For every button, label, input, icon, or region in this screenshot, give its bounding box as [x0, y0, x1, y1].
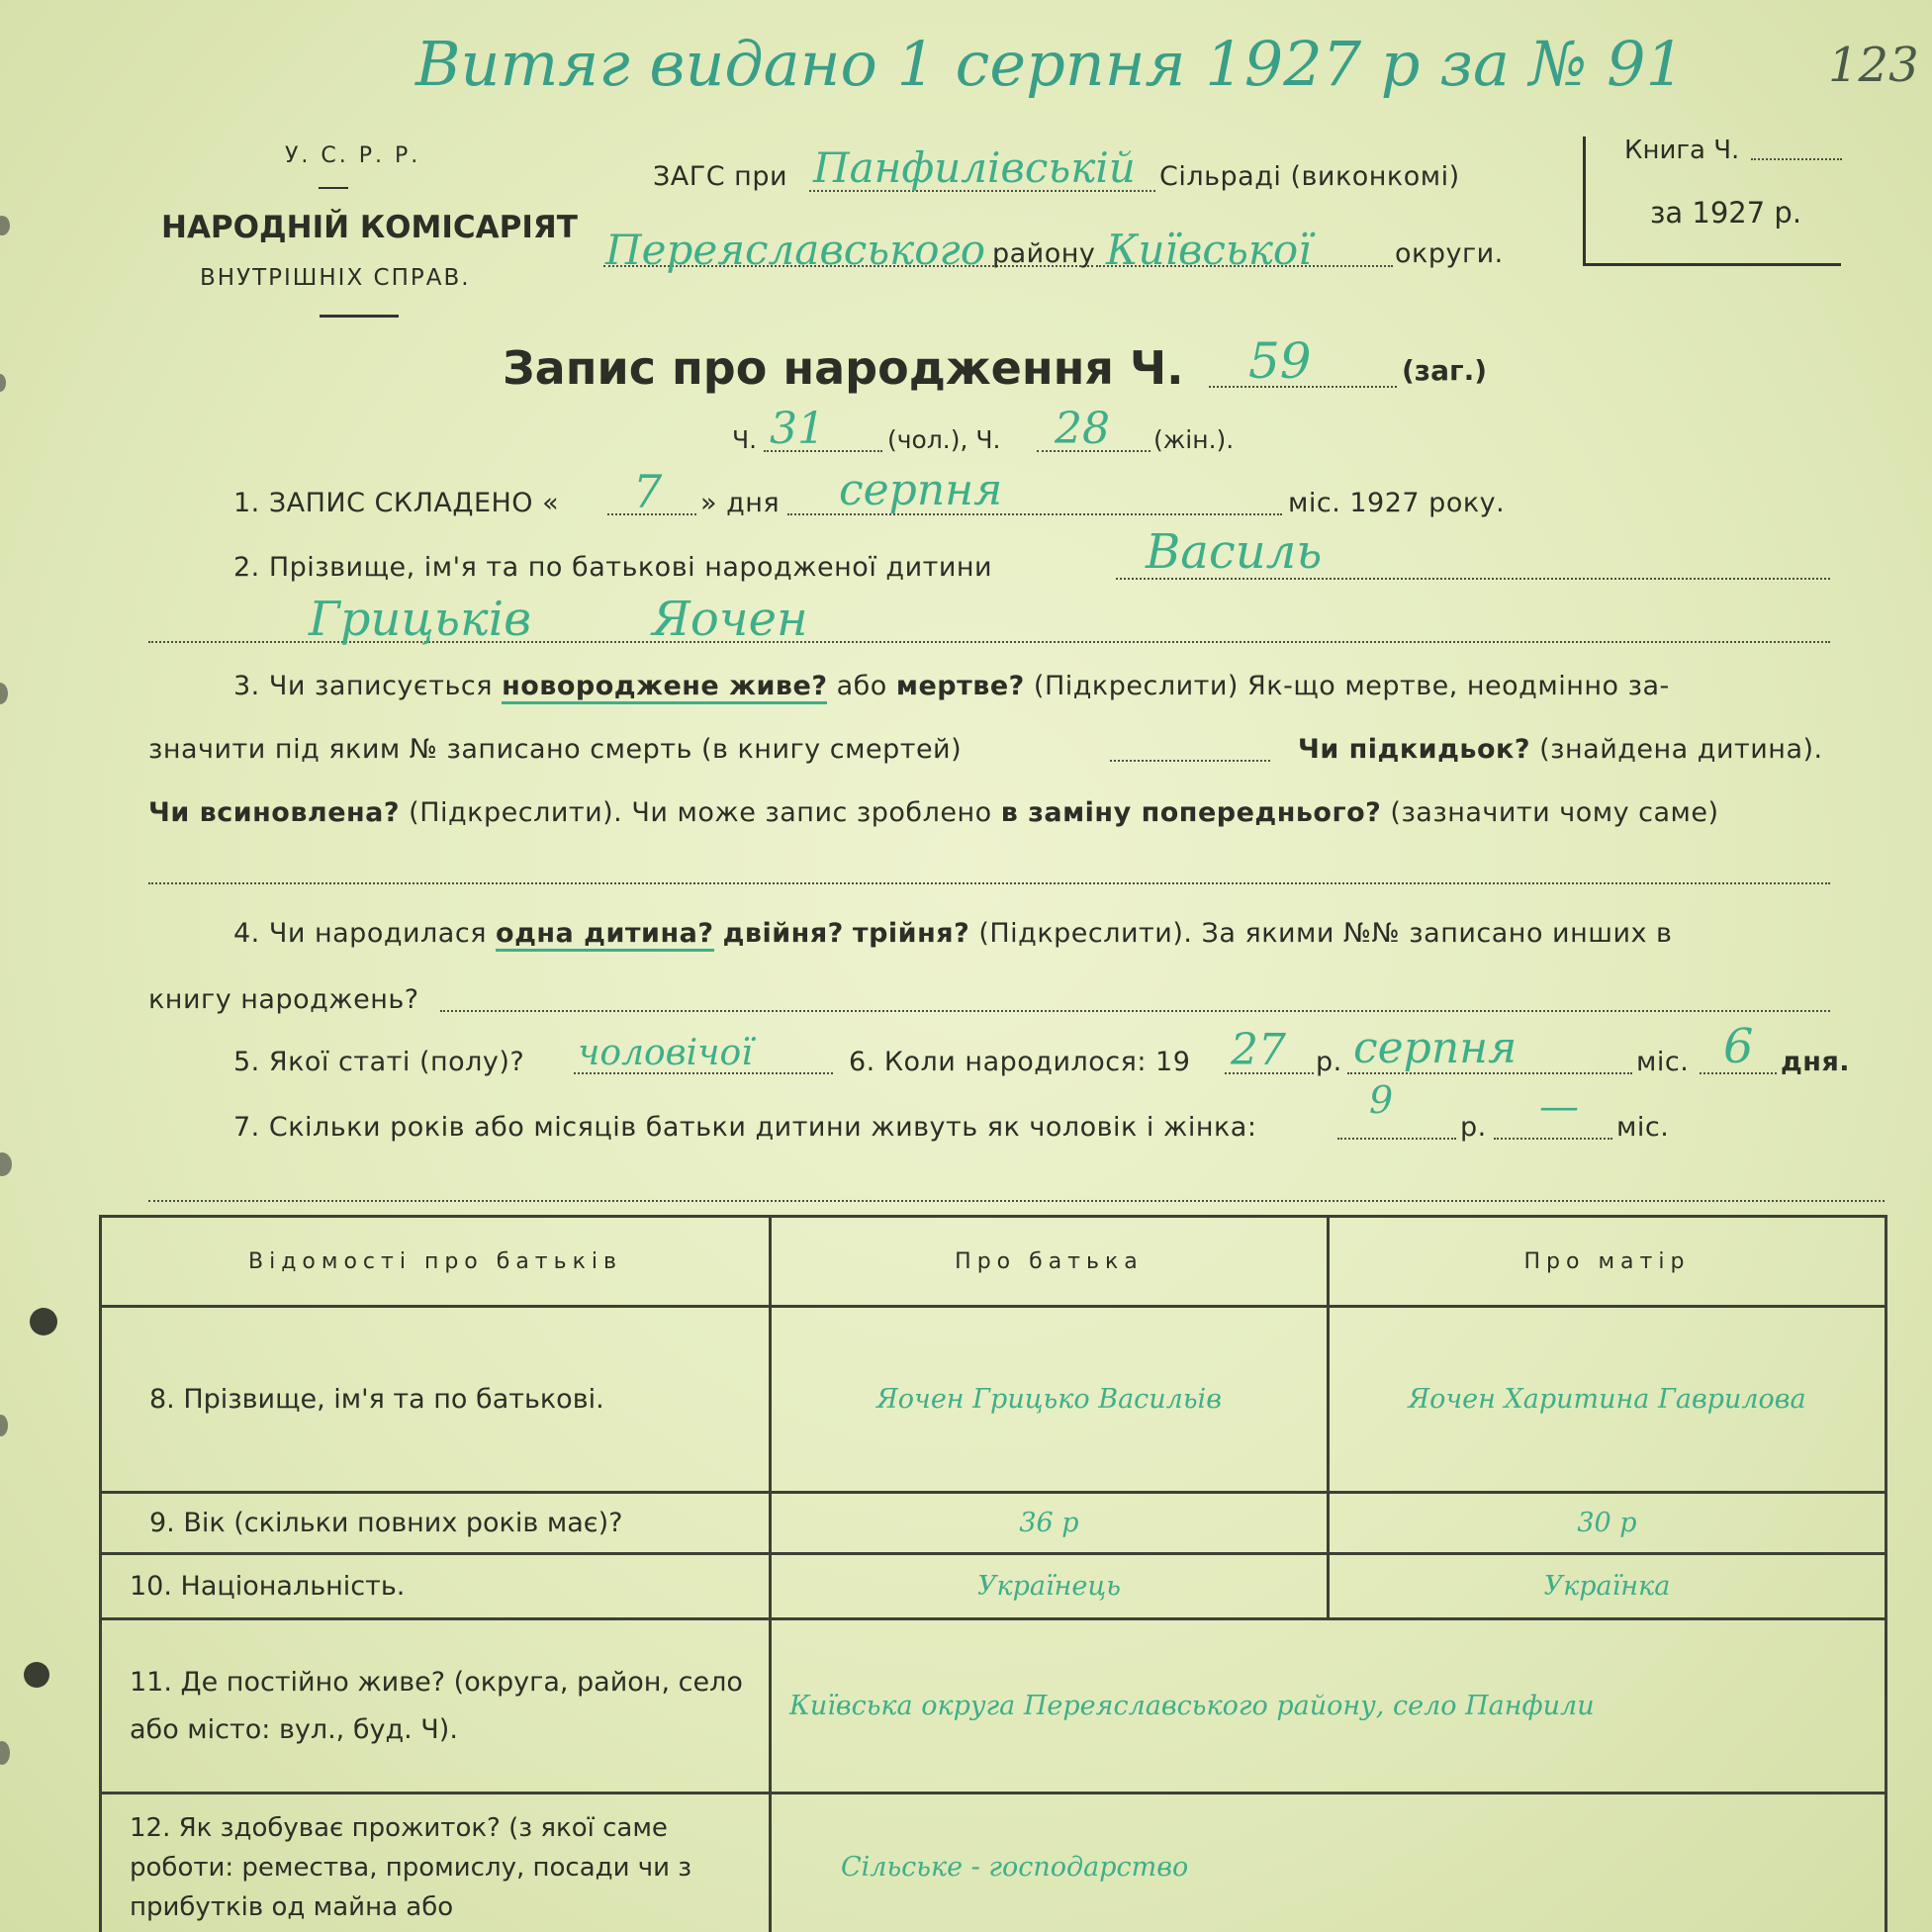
item7-label: 7. Скільки років або місяців батьки дитини живуть як чоловік і жінка: [233, 1112, 1257, 1143]
item6-dnya: дня. [1781, 1047, 1851, 1077]
item7-mis: міс. [1616, 1112, 1670, 1143]
district-label: району [992, 238, 1096, 269]
child-name: Василь [1146, 524, 1323, 580]
table-header: Про матір [1328, 1217, 1886, 1307]
table-header: Відомості про батьків [101, 1217, 771, 1307]
one-child-option: одна дитина? [496, 918, 713, 952]
item1-suffix: міс. 1927 року. [1288, 488, 1506, 518]
item3-line3: Чи всиновлена? (Підкреслити). Чи може запис зроблено в заміну попереднього? (зазначити чому саме) [148, 797, 1719, 828]
residence: Київська округа Переяславського району, село Панфили [770, 1619, 1886, 1794]
divider [320, 315, 399, 318]
okrug-label: округи. [1395, 238, 1504, 269]
marriage-years: 9 [1369, 1078, 1394, 1122]
table-row [101, 1307, 1886, 1493]
commissariat-label: НАРОДНІЙ КОМІСАРІЯТ [161, 210, 578, 245]
row-label: 10. Національність. [101, 1554, 771, 1619]
top-annotation: Витяг видано 1 серпня 1927 р за № 91 [415, 28, 1685, 100]
table-row [101, 1493, 1886, 1554]
item3-line1: 3. Чи записується новороджене живе? або мертве? (Підкреслити) Як-що мертве, неодмінно за- [233, 671, 1670, 701]
zags-prefix: ЗАГС при [653, 161, 788, 192]
record-title: Запис про народження Ч. [503, 341, 1184, 395]
birth-year: 27 [1231, 1025, 1286, 1075]
item1-prefix: 1. ЗАПИС СКЛАДЕНО « [233, 488, 560, 518]
birth-day: 6 [1723, 1019, 1754, 1074]
punch-hole [0, 374, 6, 392]
department-label: ВНУТРІШНІХ СПРАВ. [200, 265, 471, 291]
mother-age: 30 р [1328, 1493, 1886, 1554]
punch-hole [0, 1415, 8, 1436]
mother-nationality: Українка [1328, 1554, 1886, 1619]
sex-value: чоловічої [578, 1033, 753, 1073]
table-header: Про батька [770, 1217, 1328, 1307]
ch-label: Ч. [732, 425, 758, 454]
divider [319, 187, 348, 189]
item4-line2: книгу народжень? [148, 984, 419, 1015]
table-row [101, 1554, 1886, 1619]
item1-day: 7 [633, 465, 663, 518]
punch-hole [0, 1741, 10, 1765]
father-age: 36 р [770, 1493, 1328, 1554]
birth-month: серпня [1353, 1023, 1518, 1073]
row-label: 8. Прізвище, ім'я та по батькові. [101, 1307, 771, 1493]
row-label: 11. Де постійно живе? (округа, район, село або місто: вул., буд. Ч). [101, 1619, 771, 1794]
ussr-label: У. С. Р. Р. [285, 143, 421, 168]
male-label: (чол.), Ч. [887, 425, 1001, 454]
female-count: 28 [1055, 404, 1110, 454]
book-year: за 1927 р. [1650, 196, 1802, 230]
punch-hole [24, 1662, 49, 1688]
father-name: Яочен Грицько Васильів [770, 1307, 1328, 1493]
council-label: Сільраді (виконкомі) [1159, 161, 1460, 192]
punch-hole [30, 1308, 57, 1335]
item7-r: р. [1460, 1112, 1487, 1143]
occupation: Сільське - господарство [770, 1794, 1886, 1932]
okrug-name: Київської [1106, 226, 1312, 274]
punch-hole [0, 216, 10, 235]
mother-name: Яочен Харитина Гаврилова [1328, 1307, 1886, 1493]
live-option: новороджене живе? [502, 671, 827, 704]
marriage-months: — [1539, 1084, 1579, 1130]
row-label: 9. Вік (скільки повних років має)? [101, 1493, 771, 1554]
row-label: 12. Як здобуває прожиток? (з якої саме роботи: ремества, промислу, посади чи з прибутків од майна або [101, 1794, 771, 1932]
record-suffix: (заг.) [1402, 354, 1488, 387]
punch-hole [0, 1152, 12, 1176]
item6-label: 6. Коли народилося: 19 [849, 1047, 1191, 1077]
father-nationality: Українець [770, 1554, 1328, 1619]
book-label: Книга Ч. [1624, 136, 1740, 165]
item6-r: р. [1316, 1047, 1342, 1077]
parents-table [99, 1215, 1887, 1932]
female-label: (жін.). [1153, 425, 1235, 454]
village-name: Панфилівській [813, 143, 1136, 192]
item1-mid: » дня [700, 488, 781, 518]
child-surname: Грицьків Яочен [309, 592, 808, 647]
page-number: 123 [1828, 38, 1919, 93]
table-row [101, 1794, 1886, 1932]
item1-month: серпня [839, 465, 1003, 515]
punch-hole [0, 683, 8, 704]
male-count: 31 [770, 404, 825, 454]
item6-mis: міс. [1636, 1047, 1690, 1077]
item4-line1: 4. Чи народилася одна дитина? двійня? трійня? (Підкреслити). За якими №№ записано инших в [233, 918, 1672, 949]
table-header-row [101, 1217, 1886, 1307]
item5-label: 5. Якої статі (полу)? [233, 1047, 525, 1077]
dead-option: мертве? [895, 671, 1025, 701]
item2-label: 2. Прізвище, ім'я та по батькові народженої дитини [233, 552, 993, 583]
table-row [101, 1619, 1886, 1794]
record-number: 59 [1248, 332, 1312, 390]
district-name: Переяславського [605, 226, 986, 274]
item3-line2: значити під яким № записано смерть (в книгу смертей) [148, 734, 963, 765]
item3-found: Чи підкидьок? (знайдена дитина). [1298, 734, 1823, 765]
